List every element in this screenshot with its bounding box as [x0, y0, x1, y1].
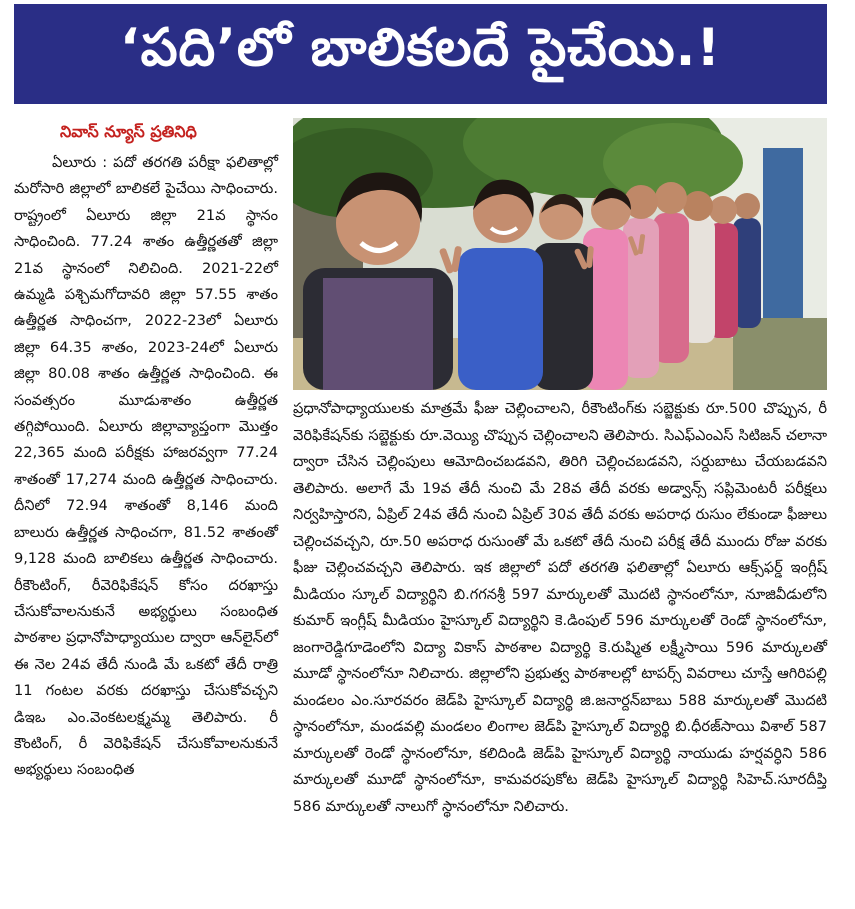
students-celebrating-photo [293, 118, 827, 390]
photo-illustration [293, 118, 827, 390]
byline: నివాస్ న్యూస్ ప్రతినిధి [60, 122, 197, 141]
headline-banner [14, 4, 827, 104]
headline-text: ‘పది’లో బాలికలదే పైచేయి.! [119, 17, 722, 78]
article-right-column: ప్రధానోపాధ్యాయులకు మాత్రమే ఫీజు చెల్లించాలని, రీకౌంటింగ్‌కు సబ్జెక్టుకు రూ.500 చొప్పున, రీ వెరిఫికేషన్‌కు సబ్జెక్టుకు రూ.వెయ్యి చొప్పున చెల్లించాలని తెలిపారు. సిఎఫ్ఎంఎస్ సిటిజన్ చలానా ద్వారా చేసిన చెల్లింపులు ఆమోదించబడవని, తిరిగి చెల్లించబడవని, సర్దుబాటు చేయబడవని తెలిపారు. అలాగే మే 19వ తేదీ నుంచి మే 28వ తేదీ వరకు అడ్వాన్స్ సప్లిమెంటరీ పరీక్షలు నిర్వహిస్తారని, ఏప్రిల్ 24వ తేదీ నుంచి ఏప్రిల్ 30వ తేదీ వరకు అపరాధ రుసుం లేకుండా ఫీజులు చెల్లించవచ్చని, రూ.50 అపరాధ రుసుంతో మే ఒకటో తేదీ నుంచి పరీక్ష తేదీ ముందు రోజు వరకు ఫీజు చెల్లించవచ్చని తెలిపారు. ఇక జిల్లాలో పదో తరగతి ఫలితాల్లో ఏలూరు ఆక్స్‌ఫర్డ్ ఇంగ్లీష్ మీడియం స్కూల్ విద్యార్థిని బి.గగనశ్రీ 597 మార్కులతో మొదటి స్థానంలోనూ, నూజివీడులోని కుమార్ ఇంగ్లీష్ మీడియం హైస్కూల్ విద్యార్థిని కె.డింపుల్ 596 మార్కులతో రెండో స్థానంలోనూ, జంగారెడ్డిగూడెంలోని విద్యా వికాస్ పాఠశాల విద్యార్థి కె.రుష్మిత లక్ష్మీసాయి 596 మార్కులతో మూడో స్థానంలోనూ నిలిచారు. జిల్లాలోని ప్రభుత్వ పాఠశాలల్లో టాపర్స్ వివరాలు చూస్తే ఆగిరిపల్లి మండలం ఎం.సూరవరం జెడ్‌పి హైస్కూల్ విద్యార్థి జి.జనార్దన్‌బాబు 588 మార్కులతో మొదటి స్థానంలోనూ, మండవల్లి మండలం లింగాల జెడ్‌పి హైస్కూల్ విద్యార్థి బి.ధీరజ్‌సాయి విశాల్ 587 మార్కులతో రెండో స్థానంలోనూ, కలిదిండి జెడ్‌పి హైస్కూల్ విద్యార్థి నాయుడు హర్షవర్ధిని 586 మార్కులతో మూడో స్థానంలోనూ, కామవరపుకోట జెడ్‌పి హైస్కూల్ విద్యార్థి సిహెచ్.సూరదీప్తి 586 మార్కులతో నాలుగో స్థానంలోనూ నిలిచారు. [293, 400, 827, 815]
article-left-column: ఏలూరు : పదో తరగతి పరీక్షా ఫలితాల్లో మరోసారి జిల్లాలో బాలికలే పైచేయి సాధించారు. రాష్ట్రంలో ఏలూరు జిల్లా 21వ స్థానం సాధించింది. 77.24 శాతం ఉత్తీర్ణతతో జిల్లా 21వ స్థానంలో నిలిచింది. 2021-22లో ఉమ్మడి పశ్చిమగోదావరి జిల్లా 57.55 శాతం ఉత్తీర్ణత సాధించగా, 2022-23లో ఏలూరు జిల్లా 64.35 శాతం, 2023-24లో ఏలూరు జిల్లా 80.08 శాతం ఉత్తీర్ణత సాధించింది. ఈ సంవత్సరం మూడుశాతం ఉత్తీర్ణత తగ్గిపోయింది. ఏలూరు జిల్లావ్యాప్తంగా మొత్తం 22,365 మంది పరీక్షకు హాజరవ్వగా 77.24 శాతంతో 17,274 మంది ఉత్తీర్ణత సాధించారు. దీనిలో 72.94 శాతంతో 8,146 మంది బాలురు ఉత్తీర్ణత సాధించగా, 81.52 శాతంతో 9,128 మంది బాలికలు ఉత్తీర్ణత సాధించారు. రీకౌంటింగ్, రీవెరిఫికేషన్ కోసం దరఖాస్తు చేసుకోవాలనుకునే అభ్యర్థులు సంబంధిత పాఠశాల ప్రధానోపాధ్యాయుల ద్వారా ఆన్‌లైన్‌లో ఈ నెల 24వ తేదీ నుండి మే ఒకటో తేదీ రాత్రి 11 గంటల వరకు దరఖాస్తు చేసుకోవచ్చని డిఇఒ ఎం.వెంకటలక్ష్మమ్మ తెలిపారు. రీ కౌంటింగ్, రీ వెరిఫికేషన్ చేసుకోవాలనుకునే అభ్యర్థులు సంబంధిత [14, 154, 278, 779]
